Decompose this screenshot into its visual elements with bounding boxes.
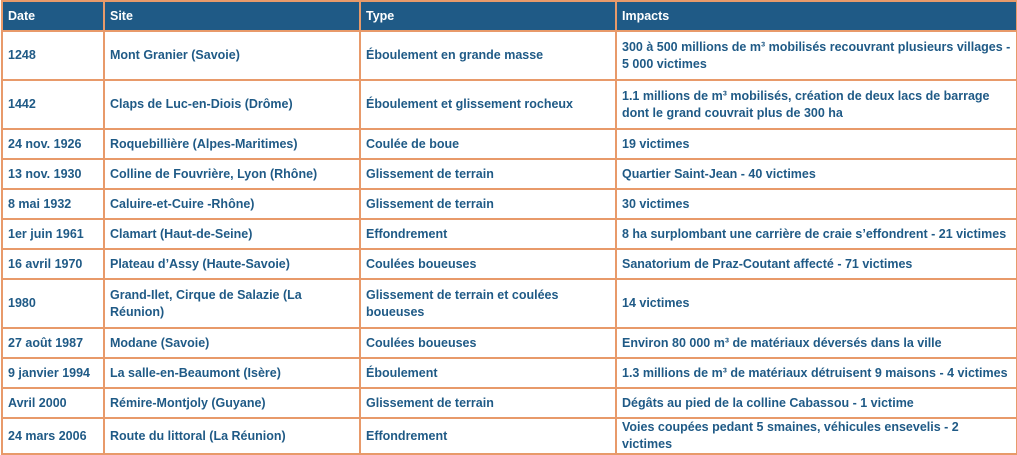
cell-site: Mont Granier (Savoie) [104,31,360,80]
cell-type: Éboulement [360,358,616,388]
cell-impacts: 14 victimes [616,279,1017,328]
cell-type: Coulée de boue [360,129,616,159]
cell-impacts: Quartier Saint-Jean - 40 victimes [616,159,1017,189]
cell-site: Claps de Luc-en-Diois (Drôme) [104,80,360,129]
cell-type: Coulées boueuses [360,249,616,279]
cell-date: 9 janvier 1994 [2,358,104,388]
cell-site: Clamart (Haut-de-Seine) [104,219,360,249]
cell-type: Effondrement [360,219,616,249]
header-type: Type [360,1,616,31]
table-row [2,159,1017,189]
cell-site: Rémire-Montjoly (Guyane) [104,388,360,418]
table-row [2,388,1017,418]
cell-impacts: 300 à 500 millions de m³ mobilisés recouvrant plusieurs villages - 5 000 victimes [616,31,1017,80]
cell-date: Avril 2000 [2,388,104,418]
landslide-table [1,0,1017,455]
header-impacts: Impacts [616,1,1017,31]
table-row [2,418,1017,454]
cell-site: Roquebillière (Alpes-Maritimes) [104,129,360,159]
cell-site: Route du littoral (La Réunion) [104,418,360,454]
header-row [2,1,1017,31]
cell-type: Coulées boueuses [360,328,616,358]
cell-type: Glissement de terrain et coulées boueuses [360,279,616,328]
cell-date: 1er juin 1961 [2,219,104,249]
cell-type: Effondrement [360,418,616,454]
cell-site: Grand-Ilet, Cirque de Salazie (La Réunion) [104,279,360,328]
cell-date: 1442 [2,80,104,129]
cell-type: Glissement de terrain [360,388,616,418]
header-date: Date [2,1,104,31]
table-row [2,358,1017,388]
cell-site: Caluire-et-Cuire -Rhône) [104,189,360,219]
cell-impacts: Sanatorium de Praz-Coutant affecté - 71 victimes [616,249,1017,279]
table-row [2,129,1017,159]
table-row [2,219,1017,249]
cell-type: Glissement de terrain [360,189,616,219]
cell-impacts: Dégâts au pied de la colline Cabassou - 1 victime [616,388,1017,418]
cell-date: 1980 [2,279,104,328]
table-row [2,80,1017,129]
table-row [2,31,1017,80]
cell-type: Éboulement en grande masse [360,31,616,80]
cell-site: Plateau d’Assy (Haute-Savoie) [104,249,360,279]
table-row [2,189,1017,219]
cell-date: 24 mars 2006 [2,418,104,454]
cell-date: 27 août 1987 [2,328,104,358]
cell-impacts: Voies coupées pedant 5 smaines, véhicules ensevelis - 2 victimes [616,418,1017,454]
cell-impacts: 30 victimes [616,189,1017,219]
cell-type: Éboulement et glissement rocheux [360,80,616,129]
cell-site: Colline de Fouvrière, Lyon (Rhône) [104,159,360,189]
cell-impacts: 1.1 millions de m³ mobilisés, création de deux lacs de barrage dont le grand couvrait plus de 300 ha [616,80,1017,129]
cell-date: 24 nov. 1926 [2,129,104,159]
cell-impacts: 8 ha surplombant une carrière de craie s’effondrent - 21 victimes [616,219,1017,249]
cell-site: La salle-en-Beaumont (Isère) [104,358,360,388]
cell-impacts: Environ 80 000 m³ de matériaux déversés dans la ville [616,328,1017,358]
cell-date: 8 mai 1932 [2,189,104,219]
cell-date: 13 nov. 1930 [2,159,104,189]
cell-impacts: 1.3 millions de m³ de matériaux détruisent 9 maisons - 4 victimes [616,358,1017,388]
table-row [2,328,1017,358]
cell-site: Modane (Savoie) [104,328,360,358]
cell-date: 16 avril 1970 [2,249,104,279]
cell-type: Glissement de terrain [360,159,616,189]
cell-date: 1248 [2,31,104,80]
table-row [2,249,1017,279]
header-site: Site [104,1,360,31]
table-row [2,279,1017,328]
cell-impacts: 19 victimes [616,129,1017,159]
